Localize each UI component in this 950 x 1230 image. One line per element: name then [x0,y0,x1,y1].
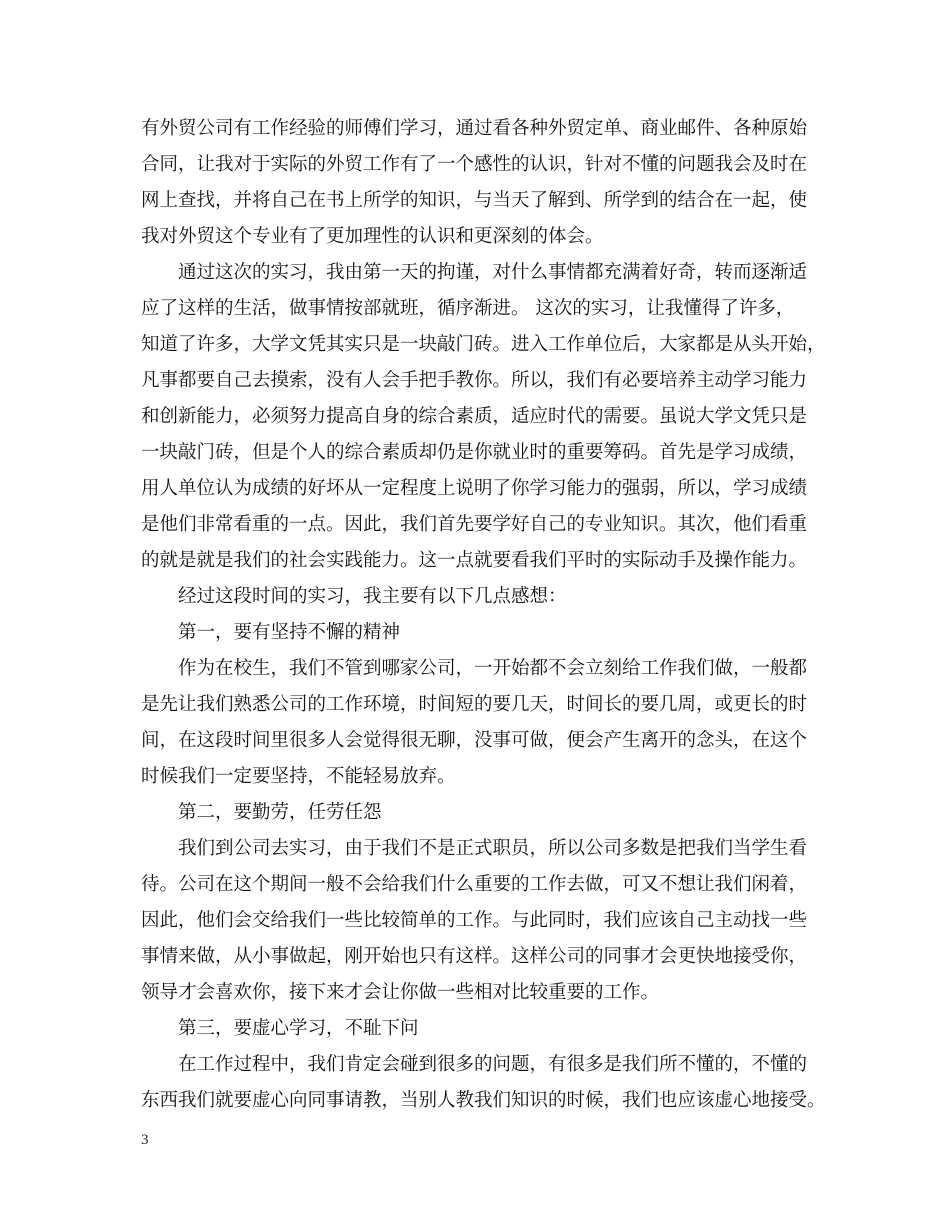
text-line: 第一，要有坚持不懈的精神 [178,622,401,643]
text-line: 我对外贸这个专业有了更加理性的认识和更深刻的体会。 [141,226,604,247]
text-line: 事情来做，从小事做起，刚开始也只有这样。这样公司的同事才会更快地接受你， [141,946,808,967]
text-line: 的就是就是我们的社会实践能力。这一点就要看我们平时的实际动手及操作能力。 [141,550,808,571]
text-line: 东西我们就要虚心向同事请教，当别人教我们知识的时候，我们也应该虚心地接受。 [141,1090,826,1111]
text-line: 时候我们一定要坚持，不能轻易放弃。 [141,766,456,787]
text-line: 凡事都要自己去摸索，没有人会手把手教你。所以，我们有必要培养主动学习能力 [141,370,808,391]
text-line: 第三，要虚心学习，不耻下问 [178,1018,419,1039]
text-line: 作为在校生，我们不管到哪家公司，一开始都不会立刻给工作我们做，一般都 [178,658,808,679]
text-line: 第二，要勤劳，任劳任怨 [178,802,382,823]
text-line: 领导才会喜欢你，接下来才会让你做一些相对比较重要的工作。 [141,982,660,1003]
text-line: 我们到公司去实习，由于我们不是正式职员，所以公司多数是把我们当学生看 [178,838,808,859]
text-line: 间，在这段时间里很多人会觉得很无聊，没事可做，便会产生离开的念头，在这个 [141,730,808,751]
page-number: 3 [141,1132,149,1148]
text-line: 应了这样的生活，做事情按部就班，循序渐进。 这次的实习，让我懂得了许多， [141,298,795,319]
text-line: 因此，他们会交给我们一些比较简单的工作。与此同时，我们应该自己主动找一些 [141,910,808,931]
document-body [141,111,826,1119]
text-line: 用人单位认为成绩的好坏从一定程度上说明了你学习能力的强弱，所以，学习成绩 [141,478,808,499]
text-line: 知道了许多，大学文凭其实只是一块敲门砖。进入工作单位后，大家都是从头开始， [141,334,826,355]
text-line: 在工作过程中，我们肯定会碰到很多的问题，有很多是我们所不懂的，不懂的 [178,1054,808,1075]
text-line: 待。公司在这个期间一般不会给我们什么重要的工作去做，可又不想让我们闲着， [141,874,808,895]
text-line: 网上查找，并将自己在书上所学的知识，与当天了解到、所学到的结合在一起，使 [141,190,808,211]
text-line: 是先让我们熟悉公司的工作环境，时间短的要几天，时间长的要几周，或更长的时 [141,694,808,715]
text-line: 有外贸公司有工作经验的师傅们学习，通过看各种外贸定单、商业邮件、各种原始 [141,118,808,139]
text-line: 通过这次的实习，我由第一天的拘谨，对什么事情都充满着好奇，转而逐渐适 [178,262,808,283]
text-line: 和创新能力，必须努力提高自身的综合素质，适应时代的需要。虽说大学文凭只是 [141,406,808,427]
text-line: 经过这段时间的实习，我主要有以下几点感想： [178,586,567,607]
text-line: 一块敲门砖，但是个人的综合素质却仍是你就业时的重要筹码。首先是学习成绩， [141,442,808,463]
text-line: 合同，让我对于实际的外贸工作有了一个感性的认识，针对不懂的问题我会及时在 [141,154,808,175]
text-line: 是他们非常看重的一点。因此，我们首先要学好自己的专业知识。其次，他们看重 [141,514,808,535]
